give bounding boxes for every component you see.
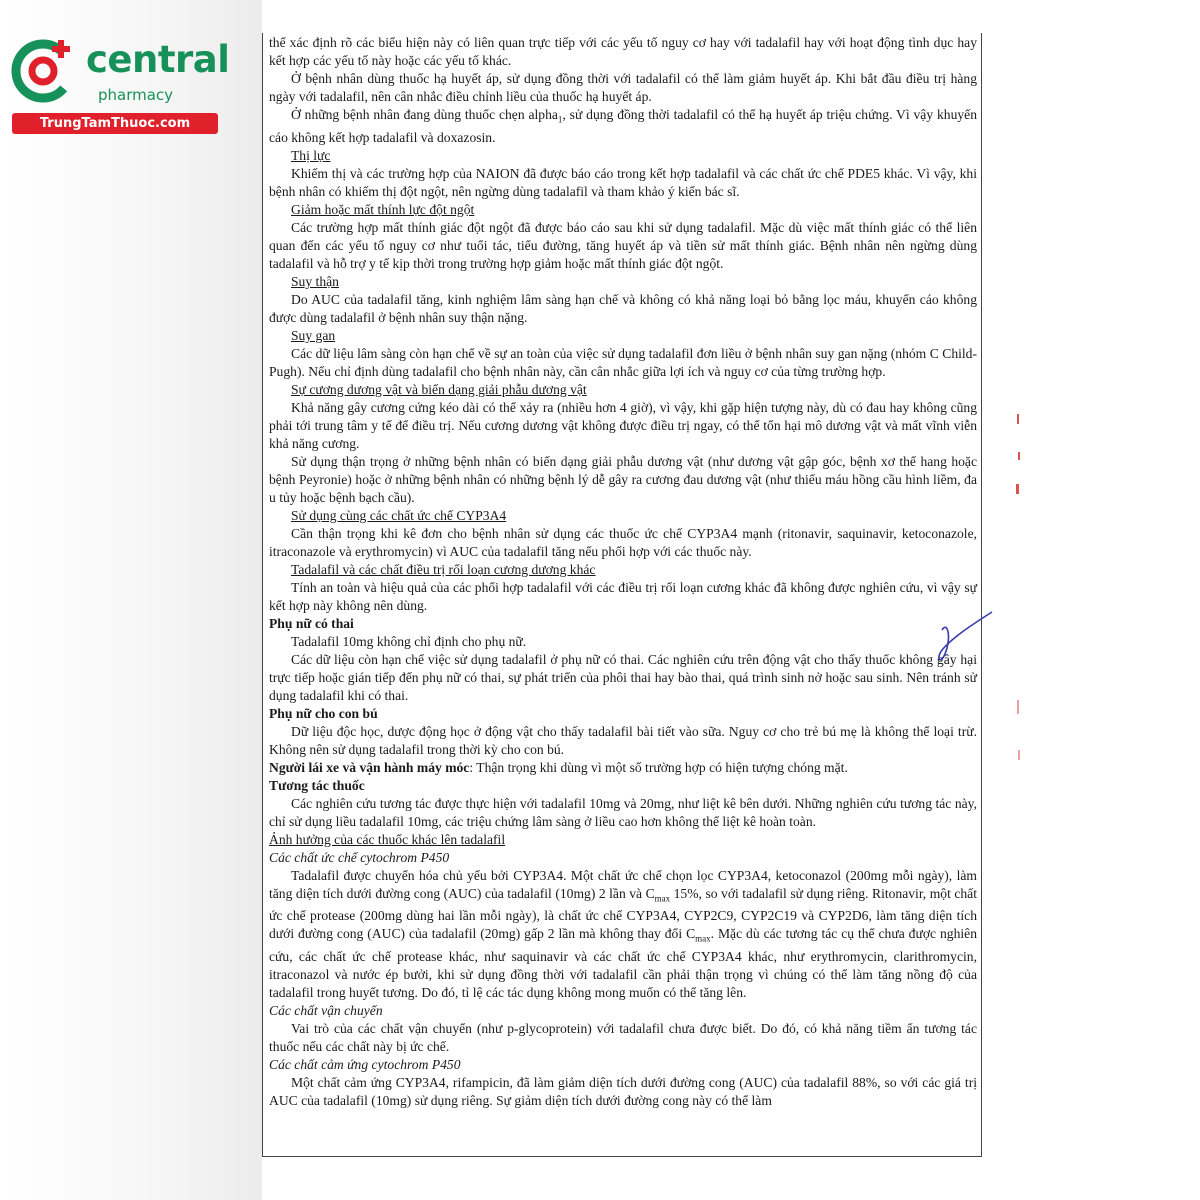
paragraph: thể xác định rõ các biểu hiện này có liên quan trực tiếp với các yếu tố nguy cơ hay với tadalafil hay với hoạt động tình dục hay kết hợp các yếu tố này hoặc các yếu tố khác. [269,35,977,68]
brand-name: central [86,38,230,81]
paragraph: Các dữ liệu còn hạn chế việc sử dụng tadalafil ở phụ nữ có thai. Các nghiên cứu trên động vật cho thấy thuốc không gây hại trực tiếp hoặc gián tiếp đến phụ nữ có thai, sự phát triển của phôi thai hay bào thai, quá trình sinh nở hoặc sau sinh. Nên tránh sử dụng tadalafil khi có thai. [269,651,977,703]
site-badge[interactable]: TrungTamThuoc.com [12,113,218,134]
section-heading: Tadalafil và các chất điều trị rối loạn cương dương khác [291,561,596,577]
pharmacy-cross-logo-icon [10,38,76,104]
paragraph: Tadalafil được chuyển hóa chủ yếu bởi CYP3A4. Một chất ức chế chọn lọc CYP3A4, ketoconazol (200mg mỗi ngày), làm tăng diện tích dưới đường cong (AUC) của tadalafil (10mg) 2 lần và $C_{max}$ 15%, so với tadalafil sử dụng riêng. Ritonavir, một chất ức chế protease (200mg dùng hai lần mỗi ngày), là chất ức chế CYP3A4, CYP2C9, CYP2C19 và CYP2D6, làm tăng diện tích dưới đường cong (AUC) của tadalafil (20mg) gấp 2 lần mà không thay đổi $C_{max}$. Mặc dù các tương tác cụ thể chưa được nghiên cứu, các chất ức chế protease khác, như saquinavir và các chất ức chế CYP3A4 khác, như erythromycin, clarithromycin, itraconazol và nước ép bưởi, khi sử dụng đồng thời với tadalafil cần phải thận trọng vì chúng có thể làm tăng nồng độ của tadalafil trong huyết tương. Do đó, tỉ lệ các tác dụng không mong muốn có thể tăng lên. [269,867,977,1001]
paragraph: Do AUC của tadalafil tăng, kinh nghiệm lâm sàng hạn chế và không có khả năng loại bỏ bằng lọc máu, khuyến cáo không được dùng tadalafil ở bệnh nhân suy thận nặng. [269,291,977,325]
paragraph: Người lái xe và vận hành máy móc: Thận trọng khi dùng vì một số trường hợp có hiện tượng chóng mặt. [269,759,848,775]
subsection-heading: Các chất cảm ứng cytochrom P450 [269,1057,461,1073]
section-heading-bold: Phụ nữ có thai [269,615,354,631]
section-heading: Sự cương dương vật và biến dạng giải phẫu dương vật [291,381,587,397]
paragraph: Các nghiên cứu tương tác được thực hiện với tadalafil 10mg và 20mg, như liệt kê bên dưới. Những nghiên cứu tương tác này, chỉ sử dụng liều tadalafil 10mg, các triệu chứng lâm sàng ở liều cao hơn không thể liệt kê hoàn toàn. [269,795,977,829]
paragraph: Cần thận trọng khi kê đơn cho bệnh nhân sử dụng các thuốc ức chế CYP3A4 mạnh (ritonavir, saquinavir, ketoconazole, itraconazole và erythromycin) vì AUC của tadalafil tăng nếu phối hợp với các thuốc này. [269,525,977,559]
section-heading: Giảm hoặc mất thính lực đột ngột [291,201,475,217]
margin-marks [1005,400,1035,780]
section-heading: Thị lực [291,147,331,163]
paragraph: Vai trò của các chất vận chuyển (như p-glycoprotein) với tadalafil chưa được biết. Do đó, có khả năng tiềm ẩn tương tác thuốc nếu các chất này bị ức chế. [269,1021,977,1055]
brand-logo[interactable] [10,34,230,139]
section-heading-bold: Tương tác thuốc [269,777,365,793]
section-heading: Suy gan [291,327,336,343]
paragraph: Khả năng gây cương cứng kéo dài có thể xảy ra (nhiều hơn 4 giờ), vì vậy, khi gặp hiện tượng này, dù có đau hay không cũng phải tới trung tâm y tế để điều trị. Nếu cương dương vật không được điều trị ngay, có thể tổn hại mô dương vật và mất vĩnh viễn khả năng cương. [269,399,977,451]
signature-mark-icon [930,610,1000,670]
paragraph: Một chất cảm ứng CYP3A4, rifampicin, đã làm giảm diện tích dưới đường cong (AUC) của tadalafil 88%, so với các giá trị AUC của tadalafil (10mg) sử dụng riêng. Sự giảm diện tích dưới đường cong này có thể làm [269,1075,977,1109]
subsection-heading: Các chất ức chế cytochrom P450 [269,849,450,865]
paragraph: Khiếm thị và các trường hợp của NAION đã được báo cáo trong kết hợp tadalafil và các chất ức chế PDE5 khác. Vì vậy, khi bệnh nhân có khiếm thị đột ngột, nên ngừng dùng tadalafil và tham khảo ý kiến bác sĩ. [269,165,977,199]
section-heading: Ảnh hưởng của các thuốc khác lên tadalafil [269,831,506,847]
paragraph: Các trường hợp mất thính giác đột ngột đã được báo cáo sau khi sử dụng tadalafil. Mặc dù việc mất thính giác có thể liên quan đến các yếu tố nguy cơ như tuổi tác, tiểu đường, tăng huyết áp và tiền sử mất thính giác. Bệnh nhân nên ngừng dùng tadalafil và hỗ trợ y tế kịp thời trong trường hợp giảm hoặc mất thính giác đột ngột. [269,219,977,271]
section-heading: Suy thận [291,273,339,289]
document-page [262,33,982,1157]
section-heading: Sử dụng cùng các chất ức chế CYP3A4 [291,507,507,523]
paragraph: Ở bệnh nhân dùng thuốc hạ huyết áp, sử dụng đồng thời với tadalafil có thể làm giảm huyết áp. Khi bắt đầu điều trị hàng ngày với tadalafil, nên cân nhắc điều chỉnh liều của thuốc hạ huyết áp. [269,71,977,104]
paragraph: Tadalafil 10mg không chỉ định cho phụ nữ. [291,633,527,649]
paragraph: Các dữ liệu lâm sàng còn hạn chế về sự an toàn của việc sử dụng tadalafil đơn liều ở bệnh nhân suy gan nặng (nhóm C Child-Pugh). Nếu chỉ định dùng tadalafil cho bệnh nhân này, cần cân nhắc giữa lợi ích và nguy cơ của từng trường hợp. [269,345,977,379]
subsection-heading: Các chất vận chuyển [269,1003,383,1019]
paragraph: Ở những bệnh nhân đang dùng thuốc chẹn alpha$_1$, sử dụng đồng thời tadalafil có thể hạ huyết áp triệu chứng. Vì vậy khuyến cáo không kết hợp tadalafil và doxazosin. [269,107,977,145]
scan-margin [0,0,262,1200]
section-heading-bold: Phụ nữ cho con bú [269,705,378,721]
paragraph: Dữ liệu độc học, dược động học ở động vật cho thấy tadalafil bài tiết vào sữa. Nguy cơ cho trẻ bú mẹ là không thể loại trừ. Không nên sử dụng tadalafil trong thời kỳ cho con bú. [269,723,977,757]
paragraph: Sử dụng thận trọng ở những bệnh nhân có biến dạng giải phẫu dương vật (như dương vật gập góc, bệnh xơ thể hang hoặc bệnh Peyronie) hoặc ở những bệnh nhân có những bệnh lý dễ gây ra cương đau dương vật (như thiếu máu hồng cầu hình liềm, đa u tủy hoặc bệnh bạch cầu). [269,453,977,505]
brand-subtitle: pharmacy [98,86,174,104]
paragraph: Tính an toàn và hiệu quả của các phối hợp tadalafil với các điều trị rối loạn cương khác đã không được nghiên cứu, vì vậy sự kết hợp này không nên dùng. [269,579,977,613]
